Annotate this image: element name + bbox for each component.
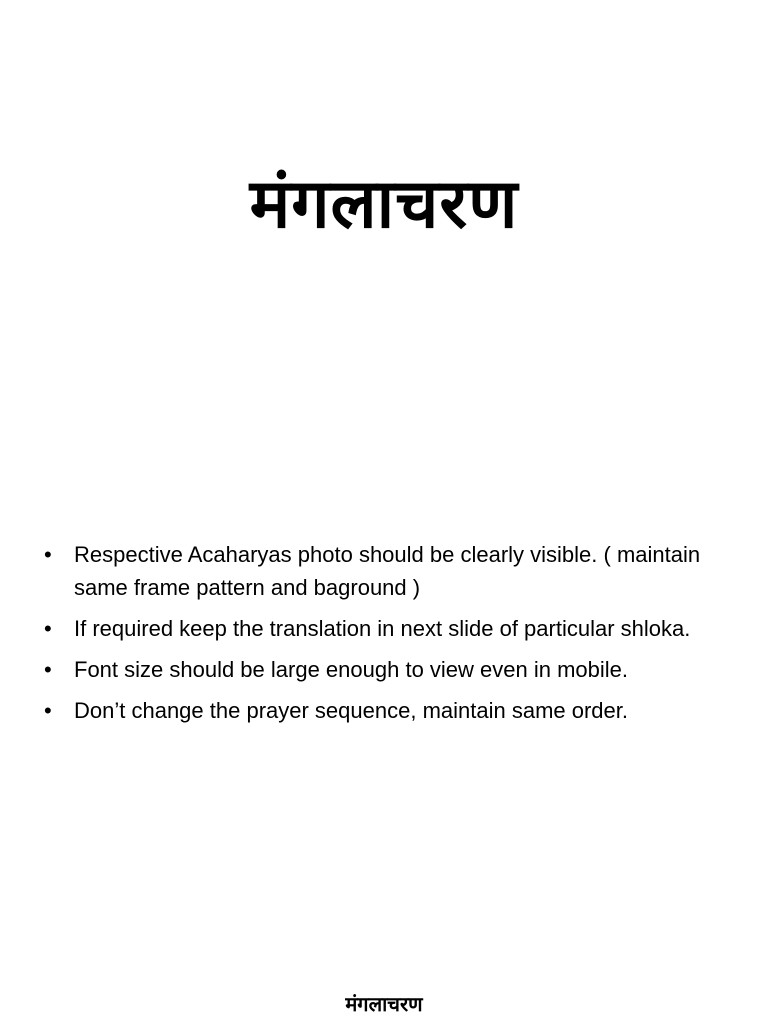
- bullet-dot-icon: •: [44, 542, 52, 567]
- bullet-dot-icon: •: [44, 657, 52, 682]
- bullet-dot-icon: •: [44, 698, 52, 723]
- footer-title: मंगलाचरण: [345, 992, 423, 1016]
- bullet-text: Don’t change the prayer sequence, maintain same order.: [74, 698, 628, 723]
- bullet-item: [44, 653, 734, 686]
- bullet-list: [44, 538, 734, 735]
- bullet-text: Font size should be large enough to view even in mobile.: [74, 657, 629, 682]
- slide-title: मंगलाचरण: [249, 165, 519, 244]
- bullet-item: [44, 538, 734, 604]
- bullet-item: [44, 694, 734, 727]
- bullet-item: [44, 612, 734, 645]
- bullet-text: Respective Acaharyas photo should be clearly visible. ( maintain same frame pattern and baground ): [74, 542, 701, 600]
- bullet-dot-icon: •: [44, 616, 52, 641]
- bullet-text: If required keep the translation in next slide of particular shloka.: [74, 616, 691, 641]
